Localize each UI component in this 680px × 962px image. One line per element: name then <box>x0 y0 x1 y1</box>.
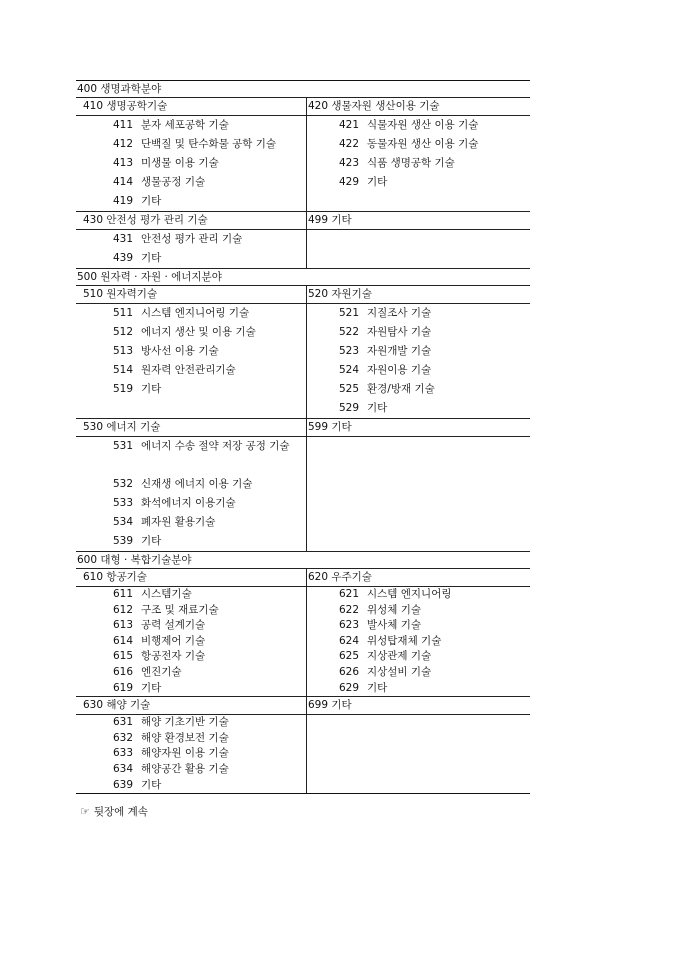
list-item: 616 엔진기술 <box>113 665 182 678</box>
list-item: 413 미생물 이용 기술 <box>113 157 219 169</box>
list-item: 514 원자력 안전관리기술 <box>113 364 236 376</box>
field-title-600: 600 대형 · 복합기술분야 <box>77 554 192 566</box>
field-title-400: 400 생명과학분야 <box>77 83 162 95</box>
continued-text: 뒷장에 계속 <box>93 806 148 818</box>
list-item: 439 기타 <box>113 252 162 264</box>
list-item: 529 기타 <box>339 402 388 414</box>
list-item: 414 생물공정 기술 <box>113 176 206 188</box>
list-item: 633 해양자원 이용 기술 <box>113 747 229 760</box>
list-item: 624 위성탑재체 기술 <box>339 634 442 647</box>
list-item: 419 기타 <box>113 195 162 207</box>
group-head-420: 420 생물자원 생산이용 기술 <box>308 100 440 112</box>
list-item: 512 에너지 생산 및 이용 기술 <box>113 326 256 338</box>
list-item: 525 환경/방재 기술 <box>339 383 435 395</box>
list-item: 511 시스템 엔지니어링 기술 <box>113 307 250 319</box>
list-item: 519 기타 <box>113 383 162 395</box>
list-item: 614 비행제어 기술 <box>113 634 206 647</box>
field-title-500: 500 원자력 · 자원 · 에너지분야 <box>77 271 222 283</box>
list-item: 522 자원탐사 기술 <box>339 326 432 338</box>
list-item: 411 분자 세포공학 기술 <box>113 119 229 131</box>
list-item: 625 지상관제 기술 <box>339 650 432 663</box>
bottom-rule <box>76 793 530 794</box>
list-item: 533 화석에너지 이용기술 <box>113 497 236 509</box>
list-item: 534 폐자원 활용기술 <box>113 516 216 528</box>
list-item: 629 기타 <box>339 681 388 694</box>
group-430-499 <box>76 212 530 268</box>
group-head-430: 430 안전성 평가 관리 기술 <box>83 214 208 226</box>
list-item: 524 자원이용 기술 <box>339 364 432 376</box>
list-item: 429 기타 <box>339 176 388 188</box>
list-item: 615 항공전자 기술 <box>113 650 206 663</box>
group-head-530: 530 에너지 기술 <box>83 421 161 433</box>
list-item: 523 자원개발 기술 <box>339 345 432 357</box>
group-head-630: 630 해양 기술 <box>83 699 151 712</box>
continued-note <box>80 804 148 819</box>
list-item: 631 해양 기초기반 기술 <box>113 716 229 729</box>
list-item: 619 기타 <box>113 681 162 694</box>
list-item: 532 신재생 에너지 이용 기술 <box>113 478 253 490</box>
group-530-599 <box>76 419 530 551</box>
list-item: 513 방사선 이용 기술 <box>113 345 219 357</box>
group-head-699: 699 기타 <box>308 699 352 712</box>
group-head-510: 510 원자력기술 <box>83 288 158 300</box>
group-410-420 <box>76 98 530 211</box>
list-item: 531 에너지 수송 절약 저장 공정 기술 <box>113 440 290 452</box>
list-item: 621 시스템 엔지니어링 <box>339 588 452 600</box>
list-item: 539 기타 <box>113 535 162 547</box>
pointing-hand-icon: ☞ <box>80 805 90 818</box>
list-item: 611 시스템기술 <box>113 588 192 600</box>
group-head-620: 620 우주기술 <box>308 571 372 583</box>
list-item: 612 구조 및 재료기술 <box>113 603 219 616</box>
classification-table <box>76 80 530 794</box>
list-item: 423 식품 생명공학 기술 <box>339 157 455 169</box>
group-head-499: 499 기타 <box>308 214 352 226</box>
list-item: 431 안전성 평가 관리 기술 <box>113 233 243 245</box>
group-head-520: 520 자원기술 <box>308 288 372 300</box>
list-item: 634 해양공간 활용 기술 <box>113 762 229 775</box>
list-item: 623 발사체 기술 <box>339 619 422 632</box>
list-item: 422 동물자원 생산 이용 기술 <box>339 138 479 150</box>
group-510-520 <box>76 286 530 418</box>
group-head-610: 610 항공기술 <box>83 571 147 583</box>
group-610-620 <box>76 569 530 696</box>
list-item: 639 기타 <box>113 778 162 791</box>
group-head-599: 599 기타 <box>308 421 352 433</box>
list-item: 412 단백질 및 탄수화물 공학 기술 <box>113 138 277 150</box>
list-item: 613 공력 설계기술 <box>113 619 206 632</box>
list-item: 421 식물자원 생산 이용 기술 <box>339 119 479 131</box>
list-item: 622 위성체 기술 <box>339 603 422 616</box>
group-head-410: 410 생명공학기술 <box>83 100 168 112</box>
list-item: 521 지질조사 기술 <box>339 307 432 319</box>
list-item: 626 지상설비 기술 <box>339 665 432 678</box>
list-item: 632 해양 환경보전 기술 <box>113 731 229 744</box>
group-630-699 <box>76 697 530 793</box>
